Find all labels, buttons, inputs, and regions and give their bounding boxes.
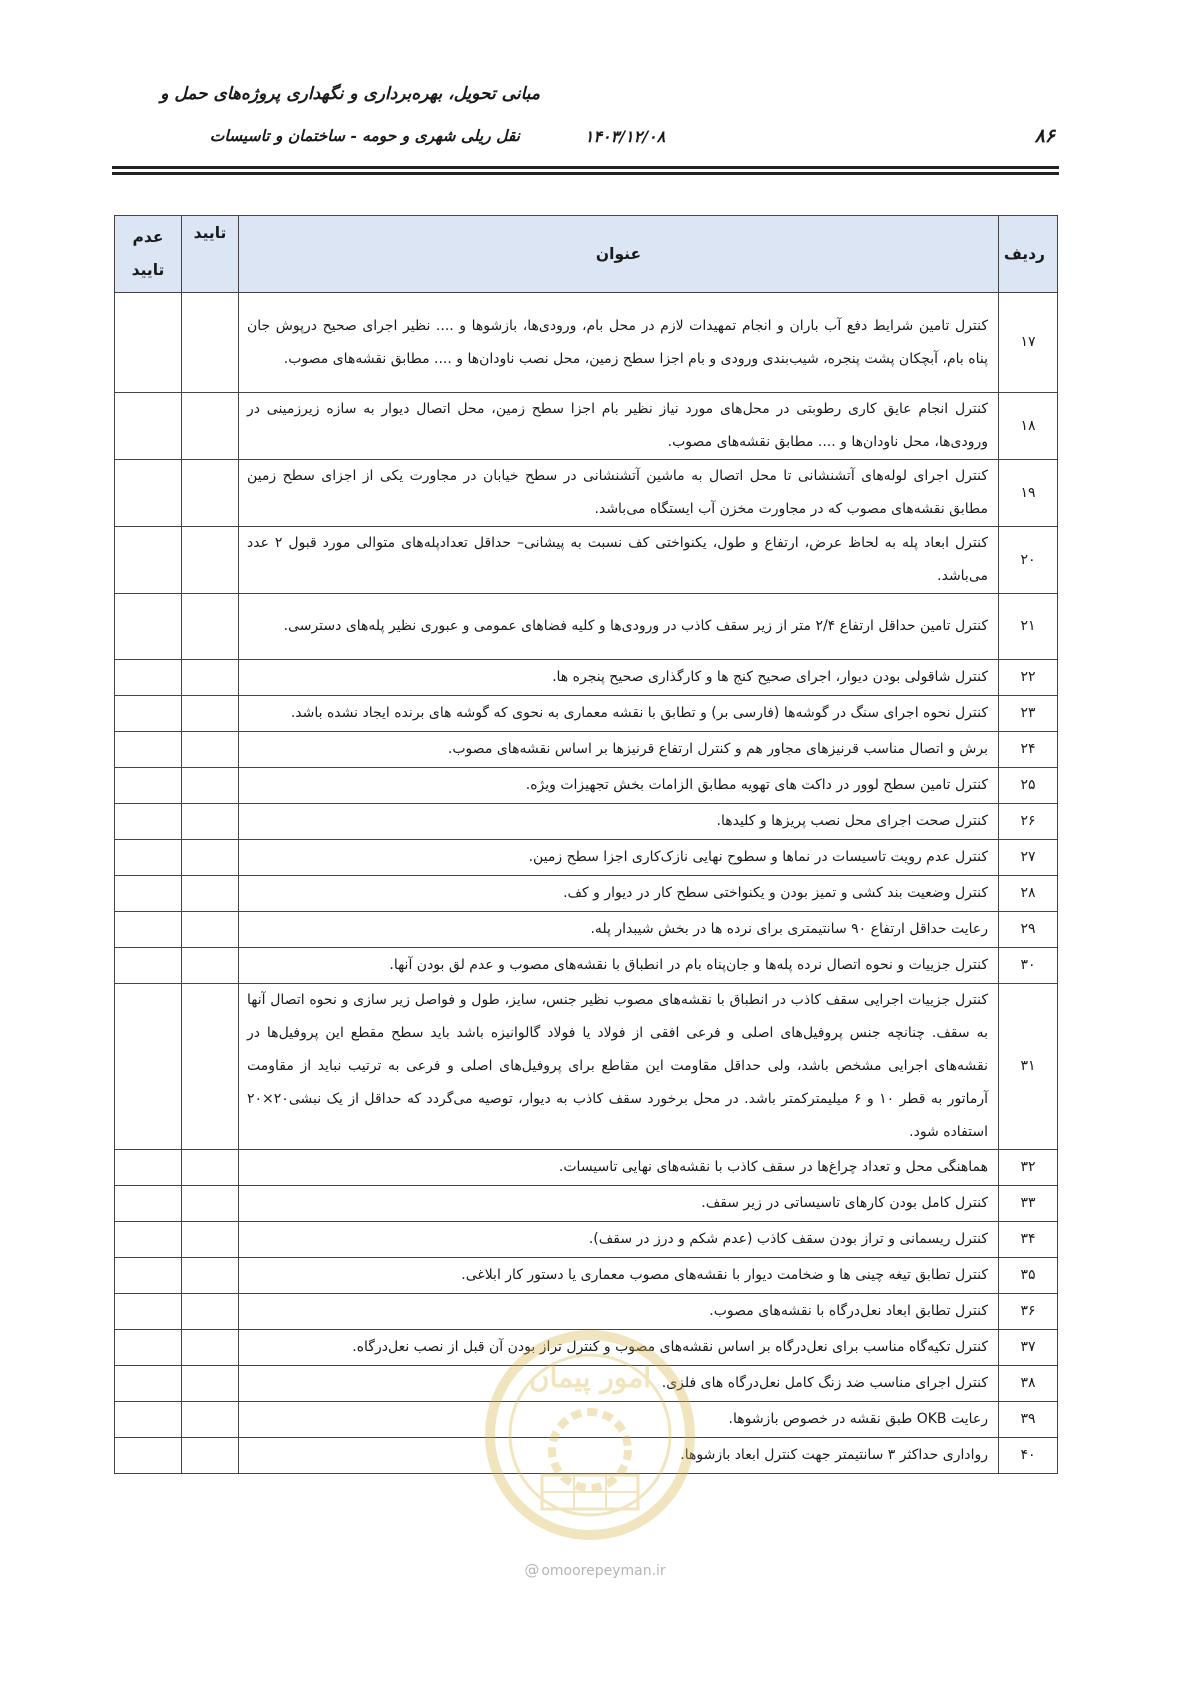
table-row — [115, 1186, 1058, 1222]
table-row — [115, 768, 1058, 804]
approve-cell[interactable] — [182, 696, 239, 732]
table-row — [115, 948, 1058, 984]
reject-cell[interactable] — [115, 1222, 182, 1258]
row-number: ۲۵ — [999, 768, 1058, 804]
row-number: ۱۷ — [999, 293, 1058, 393]
column-header-title: عنوان — [239, 216, 999, 293]
row-number: ۲۱ — [999, 594, 1058, 660]
document-title-line2: نقل ریلی شهری و حومه - ساختمان و تاسیسات — [209, 126, 520, 145]
row-title: کنترل ریسمانی و تراز بودن سقف کاذب (عدم شکم و درز در سقف). — [239, 1222, 999, 1258]
row-number: ۲۰ — [999, 527, 1058, 594]
header-rule-top — [112, 166, 1059, 169]
header-rule-bottom — [112, 172, 1059, 175]
row-number: ۲۸ — [999, 876, 1058, 912]
table-row — [115, 732, 1058, 768]
website-watermark — [500, 1561, 690, 1579]
table-row — [115, 1258, 1058, 1294]
row-number: ۲۶ — [999, 804, 1058, 840]
website-url: omoorepeyman.ir — [541, 1563, 666, 1579]
reject-cell[interactable] — [115, 876, 182, 912]
row-title: کنترل عدم رویت تاسیسات در نماها و سطوح نهایی نازک‌کاری اجزا سطح زمین. — [239, 840, 999, 876]
reject-cell[interactable] — [115, 1366, 182, 1402]
table-row — [115, 460, 1058, 527]
approve-cell[interactable] — [182, 768, 239, 804]
approve-cell[interactable] — [182, 1186, 239, 1222]
approve-cell[interactable] — [182, 594, 239, 660]
approve-cell[interactable] — [182, 1402, 239, 1438]
reject-cell[interactable] — [115, 912, 182, 948]
reject-cell[interactable] — [115, 840, 182, 876]
row-number: ۲۷ — [999, 840, 1058, 876]
approve-cell[interactable] — [182, 293, 239, 393]
row-number: ۳۷ — [999, 1330, 1058, 1366]
table-row — [115, 876, 1058, 912]
row-number: ۲۲ — [999, 660, 1058, 696]
reject-cell[interactable] — [115, 696, 182, 732]
row-title: کنترل ابعاد پله به لحاظ عرض، ارتفاع و طول، یکنواختی کف نسبت به پیشانی– حداقل تعدادپله‌های متوالی مورد قبول ۲ عدد می‌باشد. — [239, 527, 999, 594]
table-row — [115, 594, 1058, 660]
approve-cell[interactable] — [182, 1330, 239, 1366]
reject-cell[interactable] — [115, 1402, 182, 1438]
table-row — [115, 393, 1058, 460]
reject-cell[interactable] — [115, 1330, 182, 1366]
reject-cell[interactable] — [115, 1438, 182, 1474]
row-title: برش و اتصال مناسب قرنیزهای مجاور هم و کنترل ارتفاع قرنیزها بر اساس نقشه‌های مصوب. — [239, 732, 999, 768]
reject-cell[interactable] — [115, 804, 182, 840]
reject-cell[interactable] — [115, 527, 182, 594]
row-number: ۴۰ — [999, 1438, 1058, 1474]
row-number: ۱۹ — [999, 460, 1058, 527]
reject-cell[interactable] — [115, 594, 182, 660]
reject-cell[interactable] — [115, 460, 182, 527]
reject-cell[interactable] — [115, 293, 182, 393]
row-title: کنترل جزییات اجرایی سقف کاذب در انطباق با نقشه‌های مصوب نظیر جنس، سایز، طول و فواصل زیر سازی و نحوه اتصال آنها به سقف. چنانچه جنس پروفیل‌های اصلی و فرعی افقی از فولاد یا فولاد گالوانیزه باشد باید سطح مقطع این پروفیل‌ها در نقشه‌های اجرایی مشخص باشد، ولی حداقل مقاومت این مقاطع برای پروفیل‌های اصلی و فرعی به ترتیب نباید از مقاومت آرماتور به قطر ۱۰ و ۶ میلیمترکمتر باشد. در محل برخورد سقف کاذب به دیوار، توصیه می‌گردد که حداقل از یک نبشی۲۰×۲۰ استفاده شود. — [239, 984, 999, 1150]
row-number: ۳۳ — [999, 1186, 1058, 1222]
row-title: کنترل تکیه‌گاه مناسب برای نعل‌درگاه بر اساس نقشه‌های مصوب و کنترل تراز بودن آن قبل از نصب نعل‌درگاه. — [239, 1330, 999, 1366]
table-row — [115, 912, 1058, 948]
reject-cell[interactable] — [115, 732, 182, 768]
approve-cell[interactable] — [182, 948, 239, 984]
table-row — [115, 1438, 1058, 1474]
reject-cell[interactable] — [115, 1150, 182, 1186]
approve-cell[interactable] — [182, 804, 239, 840]
column-header-approve: تایید — [182, 216, 239, 293]
reject-cell[interactable] — [115, 1294, 182, 1330]
row-number: ۲۹ — [999, 912, 1058, 948]
document-date: ۱۴۰۳/۱۲/۰۸ — [584, 127, 666, 146]
approve-cell[interactable] — [182, 660, 239, 696]
row-title: کنترل تامین سطح لوور در داکت های تهویه مطابق الزامات بخش تجهیزات ویژه. — [239, 768, 999, 804]
document-title-line1: مبانی تحویل، بهره‌برداری و نگهداری پروژه‌های حمل و — [160, 84, 540, 104]
reject-cell[interactable] — [115, 1186, 182, 1222]
table-row — [115, 293, 1058, 393]
row-title: کنترل تطابق ابعاد نعل‌درگاه با نقشه‌های مصوب. — [239, 1294, 999, 1330]
row-number: ۳۰ — [999, 948, 1058, 984]
column-header-reject — [115, 216, 182, 293]
table-row — [115, 984, 1058, 1150]
table-row — [115, 1366, 1058, 1402]
table-row — [115, 1222, 1058, 1258]
row-number: ۳۶ — [999, 1294, 1058, 1330]
reject-cell[interactable] — [115, 1258, 182, 1294]
checklist-table — [114, 215, 1058, 1474]
row-title: کنترل جزییات و نحوه اتصال نرده پله‌ها و جان‌پناه بام در انطباق با نقشه‌های مصوب و عدم لق بودن آنها. — [239, 948, 999, 984]
row-number: ۳۴ — [999, 1222, 1058, 1258]
row-title: کنترل نحوه اجرای سنگ در گوشه‌ها (فارسی بر) و تطابق با نقشه معماری به نحوی که گوشه های برنده ایجاد نشده باشد. — [239, 696, 999, 732]
approve-cell[interactable] — [182, 1150, 239, 1186]
approve-cell[interactable] — [182, 912, 239, 948]
row-title: کنترل وضعیت بند کشی و تمیز بودن و یکنواختی سطح کار در دیوار و کف. — [239, 876, 999, 912]
row-title: کنترل تامین شرایط دفع آب باران و انجام تمهیدات لازم در محل بام، ورودی‌ها، بازشوها و .... نظیر اجرای صحیح درپوش جان پناه بام، آبچکان پشت پنجره، شیب‌بندی ورودی و بام اجزا سطح زمین، محل نصب ناودان‌ها و .... مطابق نقشه‌های مصوب. — [239, 293, 999, 393]
reject-cell[interactable] — [115, 768, 182, 804]
approve-cell[interactable] — [182, 1438, 239, 1474]
at-sign-icon: @ — [524, 1561, 540, 1579]
row-title: کنترل تامین حداقل ارتفاع ۲/۴ متر از زیر سقف کاذب در ورودی‌ها و کلیه فضاهای عمومی و عبوری نظیر پله‌های دسترسی. — [239, 594, 999, 660]
reject-cell[interactable] — [115, 984, 182, 1150]
reject-cell[interactable] — [115, 660, 182, 696]
page-number: ۸۶ — [1034, 125, 1055, 147]
approve-cell[interactable] — [182, 1258, 239, 1294]
table-row — [115, 527, 1058, 594]
approve-cell[interactable] — [182, 876, 239, 912]
table-row — [115, 840, 1058, 876]
row-title: رواداری حداکثر ۳ سانتیمتر جهت کنترل ابعاد بازشوها. — [239, 1438, 999, 1474]
row-number: ۳۵ — [999, 1258, 1058, 1294]
row-number: ۳۹ — [999, 1402, 1058, 1438]
row-title: هماهنگی محل و تعداد چراغ‌ها در سقف کاذب با نقشه‌های نهایی تاسیسات. — [239, 1150, 999, 1186]
row-number: ۱۸ — [999, 393, 1058, 460]
row-number: ۳۲ — [999, 1150, 1058, 1186]
row-title: کنترل اجرای مناسب ضد زنگ کامل نعل‌درگاه های فلزی. — [239, 1366, 999, 1402]
row-title: رعایت OKB طبق نقشه در خصوص بازشوها. — [239, 1402, 999, 1438]
approve-cell[interactable] — [182, 732, 239, 768]
reject-cell[interactable] — [115, 948, 182, 984]
column-header-reject-line1: عدم — [132, 228, 164, 246]
row-title: کنترل انجام عایق کاری رطوبتی در محل‌های مورد نیاز نظیر بام اجزا سطح زمین، محل اتصال دیوار به سازه زیرزمینی در ورودی‌ها، محل ناودان‌ها و .... مطابق نقشه‌های مصوب. — [239, 393, 999, 460]
row-title: کنترل شاقولی بودن دیوار، اجرای صحیح کنج ها و کارگذاری صحیح پنجره ها. — [239, 660, 999, 696]
table-row — [115, 804, 1058, 840]
table-row — [115, 1150, 1058, 1186]
table-row — [115, 660, 1058, 696]
approve-cell[interactable] — [182, 1366, 239, 1402]
approve-cell[interactable] — [182, 393, 239, 460]
table-row — [115, 696, 1058, 732]
row-number: ۳۱ — [999, 984, 1058, 1150]
row-title: کنترل تطابق تیغه چینی ها و ضخامت دیوار با نقشه‌های مصوب معماری یا دستور کار ابلاغی. — [239, 1258, 999, 1294]
column-header-row-number: ردیف — [999, 216, 1058, 293]
table-row — [115, 1330, 1058, 1366]
reject-cell[interactable] — [115, 393, 182, 460]
approve-cell[interactable] — [182, 984, 239, 1150]
column-header-reject-line2: تایید — [131, 261, 165, 279]
approve-cell[interactable] — [182, 840, 239, 876]
row-number: ۳۸ — [999, 1366, 1058, 1402]
approve-cell[interactable] — [182, 527, 239, 594]
approve-cell[interactable] — [182, 1222, 239, 1258]
table-row — [115, 1402, 1058, 1438]
row-number: ۲۴ — [999, 732, 1058, 768]
approve-cell[interactable] — [182, 1294, 239, 1330]
approve-cell[interactable] — [182, 460, 239, 527]
row-title: کنترل صحت اجرای محل نصب پریزها و کلیدها. — [239, 804, 999, 840]
row-number: ۲۳ — [999, 696, 1058, 732]
watermark-logo-text: امور پیمان — [528, 1361, 652, 1394]
row-title: کنترل اجرای لوله‌های آتشنشانی تا محل اتصال به ماشین آتشنشانی در سطح خیابان در مجاورت یکی از اجزای سطح زمین مطابق نقشه‌های مصوب که در مجاورت مخزن آب ایستگاه می‌باشد. — [239, 460, 999, 527]
row-title: کنترل کامل بودن کارهای تاسیساتی در زیر سقف. — [239, 1186, 999, 1222]
row-title: رعایت حداقل ارتفاع ۹۰ سانتیمتری برای نرده ها در بخش شیبدار پله. — [239, 912, 999, 948]
table-row — [115, 1294, 1058, 1330]
table-header-row — [115, 216, 1058, 293]
